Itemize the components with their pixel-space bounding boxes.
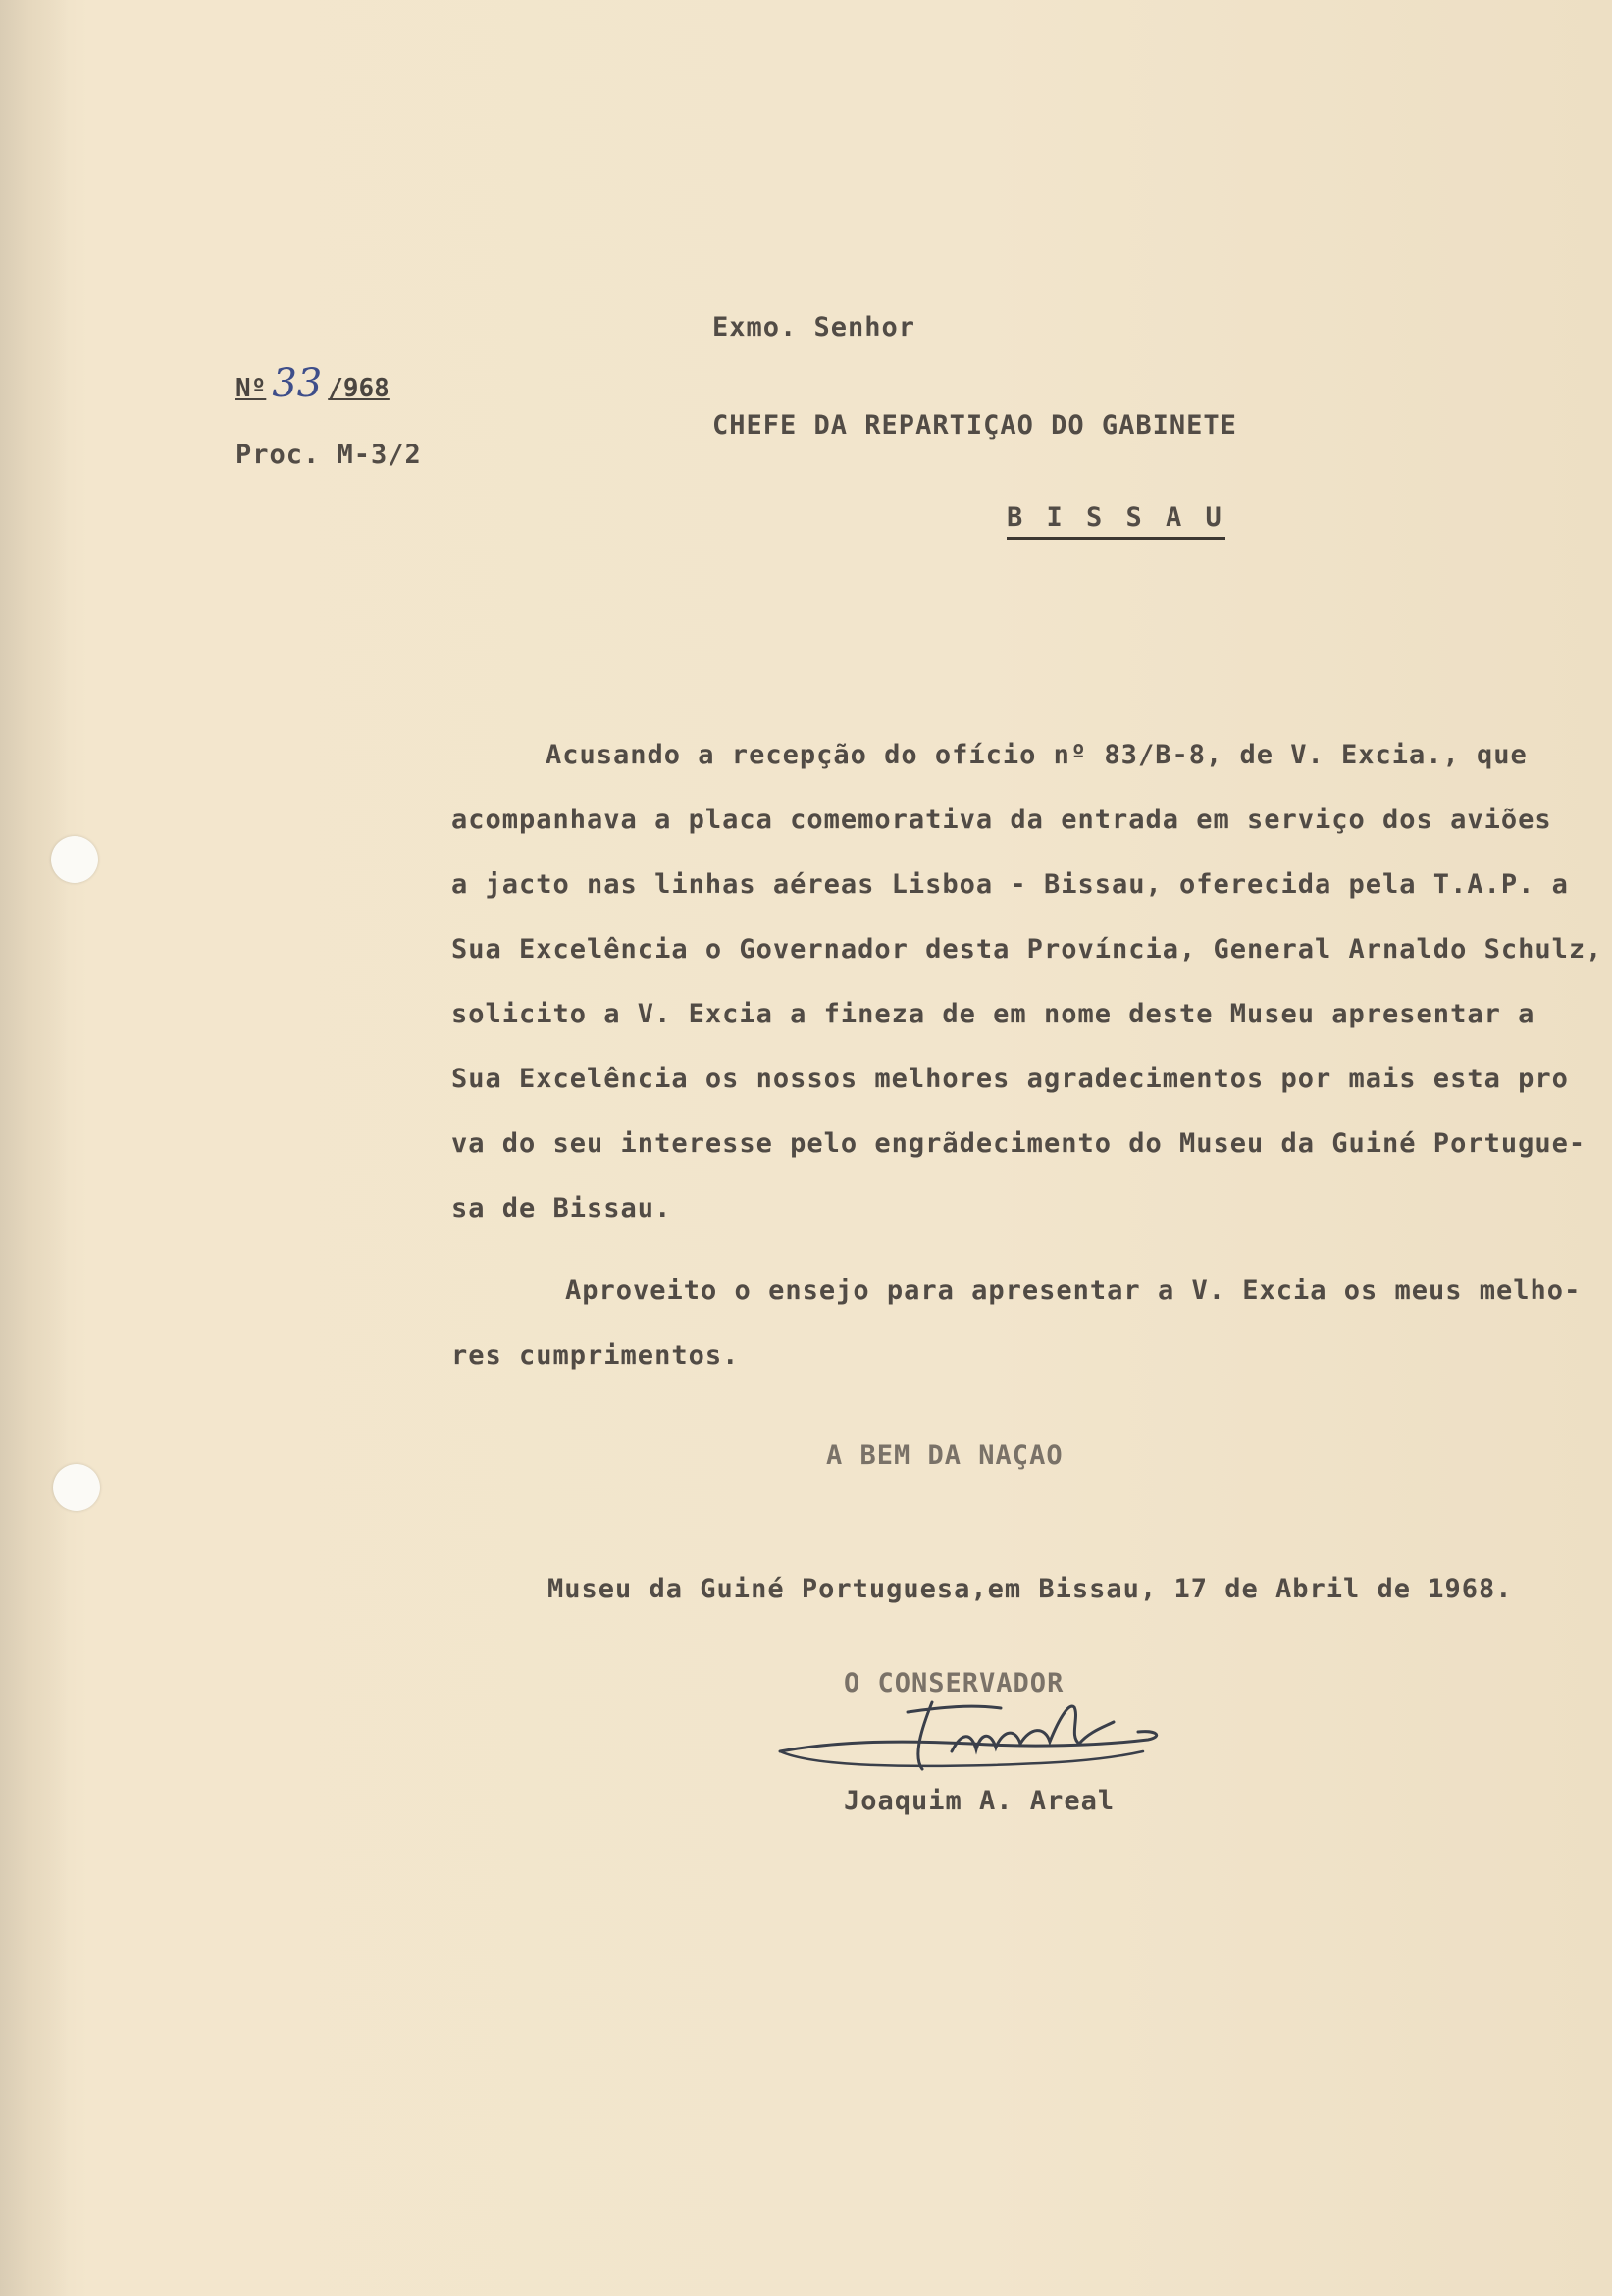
body-line: sa de Bissau.	[451, 1193, 672, 1224]
page-edge-shadow	[0, 0, 69, 2296]
signer-role: O CONSERVADOR	[844, 1668, 1065, 1698]
body-line: Acusando a recepção do ofício nº 83/B-8, de V. Excia., que	[546, 740, 1528, 770]
process-number: Proc. M-3/2	[235, 440, 422, 470]
punch-hole-top	[51, 836, 98, 883]
body-line: a jacto nas linhas aéreas Lisboa - Bissau, oferecida pela T.A.P. a	[451, 869, 1569, 900]
body-line: Sua Excelência os nossos melhores agradecimentos por mais esta pro	[451, 1064, 1569, 1094]
place-date: Museu da Guiné Portuguesa,em Bissau, 17 de Abril de 1968.	[547, 1574, 1513, 1604]
motto: A BEM DA NAÇAO	[826, 1440, 1064, 1471]
closing-line: res cumprimentos.	[451, 1340, 740, 1371]
punch-hole-bottom	[53, 1464, 100, 1511]
body-line: solicito a V. Excia a fineza de em nome deste Museu apresentar a	[451, 999, 1535, 1029]
salutation: Exmo. Senhor	[712, 312, 916, 342]
recipient-city: B I S S A U	[1007, 502, 1225, 540]
closing-line: Aproveito o ensejo para apresentar a V. Excia os meus melho-	[565, 1276, 1582, 1306]
reference-prefix: Nº	[235, 374, 267, 403]
reference-suffix: /968	[328, 374, 390, 403]
reference-number	[235, 361, 390, 406]
handwritten-signature	[775, 1683, 1168, 1800]
body-line: va do seu interesse pelo engrãdecimento do Museu da Guiné Portugue-	[451, 1128, 1586, 1159]
body-line: acompanhava a placa comemorativa da entrada em serviço dos aviões	[451, 805, 1552, 835]
signer-name: Joaquim A. Areal	[844, 1786, 1116, 1816]
handwritten-reference-number: 33	[272, 361, 323, 406]
body-line: Sua Excelência o Governador desta Província, General Arnaldo Schulz,	[451, 934, 1603, 965]
recipient-title: CHEFE DA REPARTIÇAO DO GABINETE	[712, 410, 1237, 441]
